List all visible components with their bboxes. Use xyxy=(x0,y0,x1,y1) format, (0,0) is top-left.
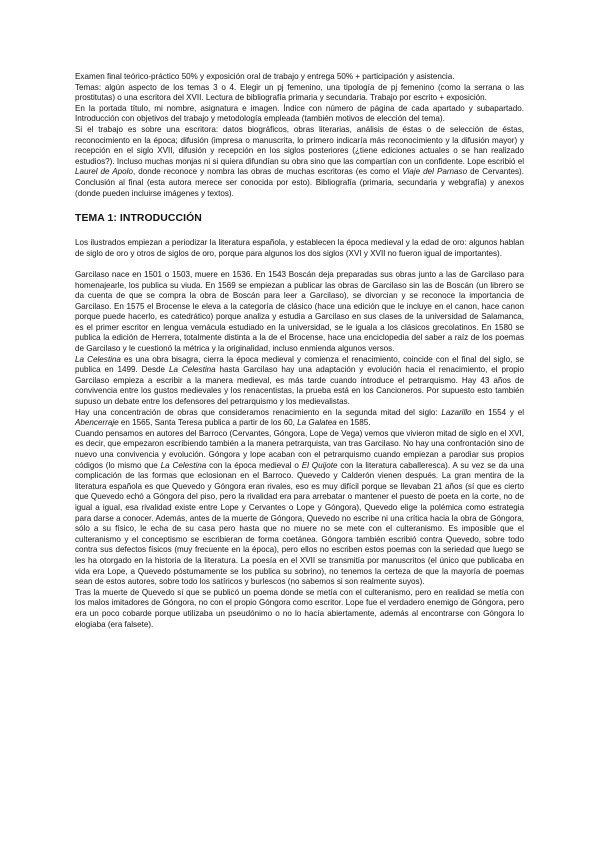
course-requirements xyxy=(75,72,524,199)
intro-paragraph: Temas: algún aspecto de los temas 3 o 4. Elegir un pj femenino, una tipología de pj femenino (como la serrana o las prostitutas) o una escritora del XVII. Lectura de bibliografía primaria y secundaria. Trabajo por escrito + exposición. xyxy=(75,82,524,103)
body-paragraph: Garcilaso nace en 1501 o 1503, muere en 1536. En 1543 Boscán deja preparadas sus obras junto a las de Garcilaso para homenajearle, los publica su viuda. En 1569 se empiezan a publicar las obras de Garcilaso sin las de Boscán (un librero se da cuenta de que se compra la obra de Boscán para leer a Garcilaso), se divorcian y se reconoce la importancia de Garcilaso. En 1575 el Brocense le eleva a la categoría de clásico (hace una edición que le incluye en el canon, hace canon porque puede hacerlo, es catedrático) porque analiza y estudia a Garcilaso en sus clases de la universidad de Salamanca, es el primer escritor en lengua vernácula estudiado en la universidad, se le iguala a los clásicos grecolatinos. En 1580 se publica la edición de Herrera, totalmente distinta a la de el Brocense, hace una enciclopedia del saber a raíz de los poemas de Garcilaso y le cuestionó la métrica y la originalidad, incluso enmienda algunos versos. xyxy=(75,269,524,354)
body-paragraph: Cuando pensamos en autores del Barroco (Cervantes, Góngora, Lope de Vega) vemos que vivieron mitad de siglo en el XVI, es decir, que empezaron escribiendo también a la manera petrarquista, van tras Garcilaso. No hay una confrontación sino de nuevo una convivencia y evolución. Góngora y lope acaban con el petrarquismo cuando empiezan a parodiar sus propios códigos (lo mismo que La Celestina con la época medieval o El Quijote con la literatura caballeresca). A su vez se da una complicación de las formas que eclosionan en el Barroco. Quevedo y Calderón vienen después. La gran mentira de la literatura española es que Quevedo y Góngora eran rivales, eso es muy difícil porque se llevaban 21 años (sí que es cierto que Quevedo echó a Góngora del piso, pero la rivalidad era para arrebatar o mantener el puesto de poeta en la corte, no de igual a igual, esa rivalidad existe entre Lope y Cervantes o Lope y Góngora), Quevedo elige la polémica como estrategia para darse a conocer. Además, antes de la muerte de Góngora, Quevedo no escribe ni una crítica hacia la obra de Góngora, sólo a su físico, le echa de su casa pero hasta que no muere no se mete con el culteranismo. Es imposible que el culteranismo y el conceptismo se escribieran de forma coetánea. Góngora también escribió contra Quevedo, sobre todo contra sus defectos físicos (muy frecuente en la época), pero ellos no escriben estos poemas con la seriedad que luego se les ha otorgado en la historia de la literatura. La poesía en el XVII se transmitía por manuscritos (el único que publicaba en vida era Lope, a Quevedo póstumamente se los publica su sobrino), no tenemos la certeza de que la mayoría de poemas sean de estos autores, sobre todo los satíricos y burlescos (no sabemos si son realmente suyos). xyxy=(75,428,524,587)
body-paragraph: La Celestina es una obra bisagra, cierra la época medieval y comienza el renacimiento, coincide con el final del siglo, se publica en 1499. Desde La Celestina hasta Garcilaso hay una adaptación y evolución hacia el renacimiento, el propio Garcilaso empieza a escribir a la manera medieval, es más tarde cuando introduce el petrarquismo. Hay 43 años de convivencia entre los gustos medievales y los renacentistas, la prueba está en los Cancioneros. Por supuesto esto también supuso un debate entre los defensores del petrarquismo y los medievalistas. xyxy=(75,354,525,407)
section-body xyxy=(75,238,524,630)
intro-paragraph: En la portada título, mi nombre, asignatura e imagen. Índice con número de página de cada apartado y subapartado. Introducción con objetivos del trabajo y metodología empleada (también motivos de elección del tema). xyxy=(75,103,524,124)
intro-paragraph: Si el trabajo es sobre una escritora: datos biográficos, obras literarias, análisis de éstas o de selección de éstas, reconocimiento en la época; difusión (impresa o manuscrita, lo primero indicaría más reconocimiento y la difusión mayor) y recepción en el siglo XVII, difusión y recepción en los siglos posteriores (¿tiene ediciones actuales o se han realizado estudios?). Incluso muchas monjas ni si quiera difundían su obra sino que las compartían con un confidente. Lope escribió el Laurel de Apolo, donde reconoce y nombra las obras de muchas escritoras (es como el Viaje del Parnaso de Cervantes). Conclusión al final (esta autora merece ser conocida por esto). Bibliografía (primaria, secundaria y webgrafía) y anexos (donde pueden incluirse imágenes y textos). xyxy=(75,124,524,198)
section-heading: TEMA 1: INTRODUCCIÓN xyxy=(75,213,202,225)
body-paragraph: Los ilustrados empiezan a periodizar la literatura española, y establecen la época medieval y la edad de oro: algunos hablan de siglo de oro y otros de siglos de oro, porque para algunos los dos siglos (XVI y XVII no fueron igual de importantes). xyxy=(75,238,524,258)
body-paragraph: Hay una concentración de obras que consideramos renacimiento en la segunda mitad del siglo: Lazarillo en 1554 y el Abencerraje en 1565, Santa Teresa publica a partir de los 60, La Galatea en 1585. xyxy=(75,407,524,428)
intro-paragraph: Examen final teórico-práctico 50% y exposición oral de trabajo y entrega 50% + participación y asistencia. xyxy=(75,72,455,81)
body-paragraph: Tras la muerte de Quevedo sí que se publicó un poema donde se metía con el culteranismo, pero en realidad se metía con los malos imitadores de Góngora, no con el propio Góngora como escritor. Lope fue el verdadero enemigo de Góngora, pero era un poco cobarde porque utilizaba un pseudónimo o no lo hacía abiertamente, además al encontrarse con Góngora lo elogiaba (era falsete). xyxy=(75,587,524,629)
